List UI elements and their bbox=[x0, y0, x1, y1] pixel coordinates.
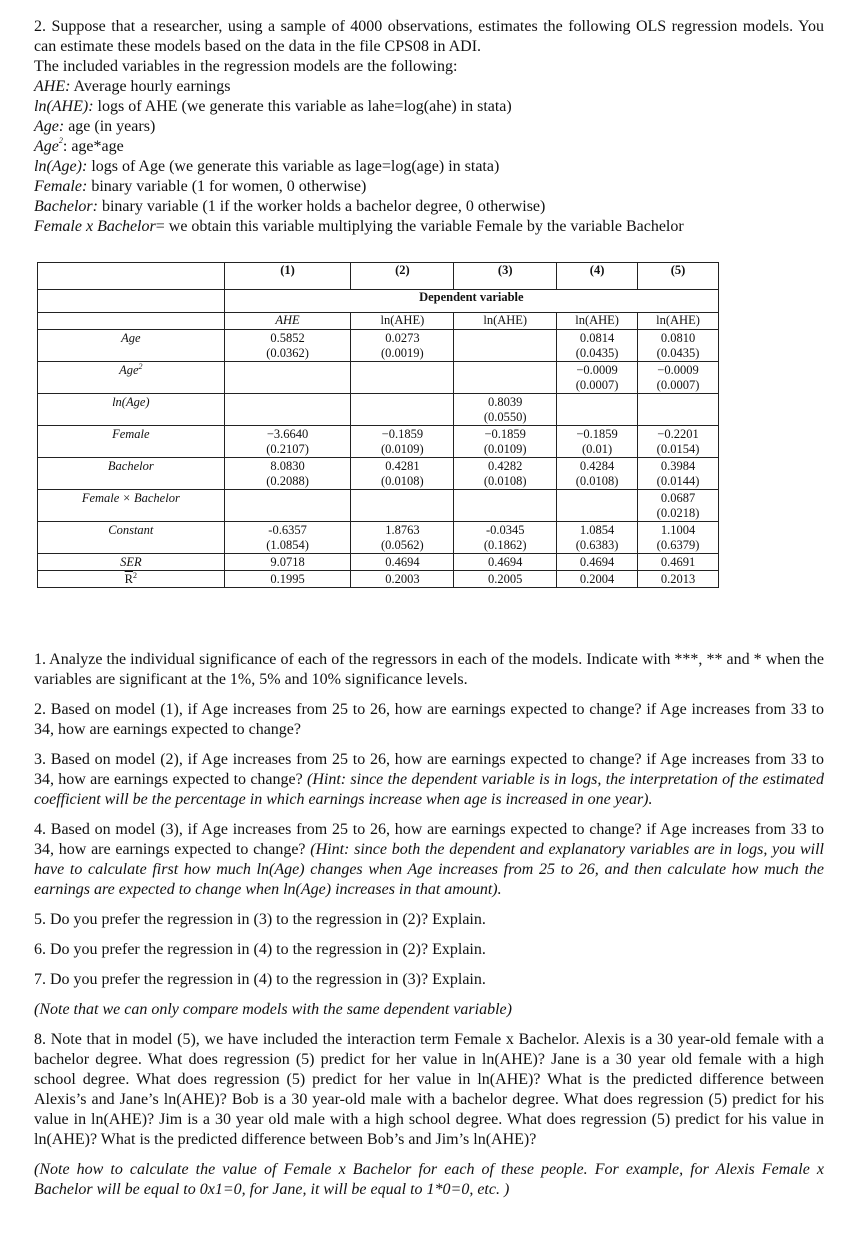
row-label: Age$^2$ bbox=[38, 362, 225, 394]
question-2: 2. Based on model (1), if Age increases from 25 to 26, how are earnings expected to change? if Age increases from 33 to 34, how are earnings expected to change? bbox=[34, 701, 824, 738]
table-cell bbox=[351, 522, 454, 554]
coefficient: 1.1004 bbox=[660, 523, 696, 537]
note-interaction: (Note how to calculate the value of Female x Bachelor for each of these people. For example, for Alexis Female x Bachelor will be equal to 0x1=0, for Jane, it will be equal to 1*0=0, etc. ) bbox=[34, 1161, 824, 1198]
col-header: (5) bbox=[638, 263, 719, 290]
coefficient: −0.1859 bbox=[381, 427, 424, 441]
rbar2-value: 0.2013 bbox=[638, 571, 719, 588]
table-cell bbox=[638, 458, 719, 490]
table-cell bbox=[638, 394, 719, 426]
table-cell bbox=[454, 394, 557, 426]
table-row-rbar2 bbox=[38, 571, 719, 588]
coefficient: -0.6357 bbox=[268, 523, 307, 537]
standard-error: (1.0854) bbox=[266, 538, 309, 552]
coefficient: -0.0345 bbox=[485, 523, 525, 537]
table-cell bbox=[557, 490, 638, 522]
standard-error: (0.0108) bbox=[483, 474, 527, 488]
table-cell bbox=[638, 426, 719, 458]
table-cell bbox=[224, 394, 351, 426]
standard-error: (0.0362) bbox=[266, 346, 309, 360]
dep-var-cell: ln(AHE) bbox=[351, 313, 454, 330]
standard-error: (0.0019) bbox=[381, 346, 424, 360]
rbar2-value: 0.1995 bbox=[224, 571, 351, 588]
table-row bbox=[38, 522, 719, 554]
question-4-hint: (Hint: since both the dependent and explanatory variables are in logs, you will have to calculate first how much ln(Age) changes when Age increases from 25 to 26, and then calculate how much the earnings are expected to change when ln(Age) increases in that amount). bbox=[34, 841, 824, 898]
table-cell bbox=[638, 362, 719, 394]
question-3: 3. Based on model (2), if Age increases from 25 to 26, how are earnings expected to change? if Age increases from 33 to 34, how are earnings expected to change? (Hint: since the dependent variable is in logs, the interpretation of the estimated coefficient will be the percentage in which earnings increase when age is increased in one year). bbox=[34, 751, 825, 808]
table-cell bbox=[224, 362, 351, 394]
standard-error: (0.2107) bbox=[266, 442, 309, 456]
standard-error: (0.6383) bbox=[575, 538, 619, 552]
standard-error: (0.0435) bbox=[656, 346, 700, 360]
table-row bbox=[38, 394, 719, 426]
table-cell bbox=[224, 426, 351, 458]
var-bachelor: Bachelor: binary variable (1 if the worker holds a bachelor degree, 0 otherwise) bbox=[34, 198, 546, 215]
table-cell bbox=[557, 330, 638, 362]
table-header-row bbox=[38, 263, 719, 290]
intro-line-1: 2. Suppose that a researcher, using a sample of 4000 observations, estimates the following OLS regression models. You can estimate these models based on the data in the file CPS08 in ADI. bbox=[34, 18, 824, 55]
standard-error: (0.6379) bbox=[656, 538, 700, 552]
table-cell bbox=[557, 426, 638, 458]
table-cell bbox=[351, 362, 454, 394]
row-label: Female bbox=[38, 426, 225, 458]
ser-value: 9.0718 bbox=[224, 554, 351, 571]
question-7: 7. Do you prefer the regression in (4) to the regression in (3)? Explain. bbox=[34, 971, 486, 988]
coefficient: 0.0810 bbox=[660, 331, 696, 345]
table-row bbox=[38, 490, 719, 522]
coefficient: 0.4282 bbox=[488, 459, 523, 473]
coefficient: 1.0854 bbox=[579, 523, 615, 537]
var-interaction: Female x Bachelor= we obtain this variable multiplying the variable Female by the variable Bachelor bbox=[34, 218, 684, 235]
table-cell bbox=[454, 458, 557, 490]
var-ahe: AHE: Average hourly earnings bbox=[34, 78, 231, 95]
coefficient: 0.4284 bbox=[579, 459, 615, 473]
coefficient: −3.6640 bbox=[266, 427, 309, 441]
row-label: Bachelor bbox=[38, 458, 225, 490]
intro-line-2: The included variables in the regression models are the following: bbox=[34, 58, 458, 75]
table-row-ser bbox=[38, 554, 719, 571]
dependent-variable-label: Dependent variable bbox=[224, 290, 718, 313]
dependent-var-names-row bbox=[38, 313, 719, 330]
standard-error: (0.2088) bbox=[266, 474, 309, 488]
table-cell bbox=[557, 458, 638, 490]
table-cell bbox=[454, 426, 557, 458]
col-header: (1) bbox=[224, 263, 351, 290]
table-cell bbox=[454, 490, 557, 522]
coefficient: 0.4281 bbox=[385, 459, 420, 473]
coefficient: 1.8763 bbox=[385, 523, 420, 537]
coefficient: −0.2201 bbox=[657, 427, 699, 441]
standard-error: (0.0108) bbox=[575, 474, 619, 488]
table-cell bbox=[557, 362, 638, 394]
coefficient: −0.1859 bbox=[484, 427, 526, 441]
row-label: Female × Bachelor bbox=[38, 490, 225, 522]
table-cell bbox=[224, 522, 351, 554]
coefficient: 0.0687 bbox=[660, 491, 696, 505]
table-cell bbox=[224, 490, 351, 522]
regression-table bbox=[37, 262, 719, 588]
ser-value: 0.4694 bbox=[351, 554, 454, 571]
question-6: 6. Do you prefer the regression in (4) to the regression in (2)? Explain. bbox=[34, 941, 486, 958]
standard-error: (0.0435) bbox=[575, 346, 619, 360]
standard-error: (0.1862) bbox=[483, 538, 527, 552]
standard-error: (0.0007) bbox=[656, 378, 700, 392]
standard-error: (0.0109) bbox=[483, 442, 527, 456]
table-cell bbox=[454, 362, 557, 394]
table-cell bbox=[224, 458, 351, 490]
coefficient: 0.5852 bbox=[270, 331, 305, 345]
question-5: 5. Do you prefer the regression in (3) to the regression in (2)? Explain. bbox=[34, 911, 486, 928]
table-cell bbox=[351, 490, 454, 522]
coefficient: 0.0814 bbox=[579, 331, 615, 345]
table-cell bbox=[454, 522, 557, 554]
coefficient: −0.0009 bbox=[576, 363, 618, 377]
col-header: (4) bbox=[557, 263, 638, 290]
table-cell bbox=[224, 330, 351, 362]
var-age: Age: age (in years) bbox=[34, 118, 156, 135]
dep-var-cell: AHE bbox=[224, 313, 351, 330]
var-ln-age: ln(Age): logs of Age (we generate this variable as lage=log(age) in stata) bbox=[34, 158, 500, 175]
ser-value: 0.4694 bbox=[454, 554, 557, 571]
standard-error: (0.0562) bbox=[381, 538, 424, 552]
standard-error: (0.0550) bbox=[483, 410, 527, 424]
coefficient: −0.1859 bbox=[576, 427, 618, 441]
var-ln-ahe: ln(AHE): logs of AHE (we generate this variable as lahe=log(ahe) in stata) bbox=[34, 98, 512, 115]
col-header: (2) bbox=[351, 263, 454, 290]
dep-var-cell: ln(AHE) bbox=[557, 313, 638, 330]
table-cell bbox=[351, 330, 454, 362]
rbar2-value: 0.2004 bbox=[557, 571, 638, 588]
coefficient: 0.0273 bbox=[385, 331, 420, 345]
row-label: $\overline{R}^2$ bbox=[38, 571, 225, 588]
coefficient: 0.3984 bbox=[660, 459, 696, 473]
coefficient: 8.0830 bbox=[270, 459, 305, 473]
table-cell bbox=[351, 426, 454, 458]
table-cell bbox=[638, 330, 719, 362]
var-female: Female: binary variable (1 for women, 0 otherwise) bbox=[34, 178, 367, 195]
problem-intro bbox=[34, 17, 824, 237]
table-row bbox=[38, 362, 719, 394]
coefficient: −0.0009 bbox=[657, 363, 699, 377]
dep-var-cell: ln(AHE) bbox=[454, 313, 557, 330]
table-row bbox=[38, 458, 719, 490]
standard-error: (0.01) bbox=[581, 442, 613, 456]
col-header: (3) bbox=[454, 263, 557, 290]
note-compare-models: (Note that we can only compare models with the same dependent variable) bbox=[34, 1001, 512, 1018]
standard-error: (0.0218) bbox=[656, 506, 700, 520]
question-1: 1. Analyze the individual significance of each of the regressors in each of the models. Indicate with ***, ** and * when the variables are significant at the 1%, 5% and 10% significance levels. bbox=[34, 651, 824, 688]
ser-value: 0.4694 bbox=[557, 554, 638, 571]
row-label: ln(Age) bbox=[38, 394, 225, 426]
table-cell bbox=[638, 522, 719, 554]
coefficient: 0.8039 bbox=[488, 395, 523, 409]
standard-error: (0.0108) bbox=[381, 474, 424, 488]
row-label: SER bbox=[38, 554, 225, 571]
table-cell bbox=[351, 458, 454, 490]
row-label: Constant bbox=[38, 522, 225, 554]
standard-error: (0.0144) bbox=[656, 474, 700, 488]
table-cell bbox=[351, 394, 454, 426]
row-label: Age bbox=[38, 330, 225, 362]
table-row bbox=[38, 426, 719, 458]
standard-error: (0.0154) bbox=[656, 442, 700, 456]
table-row bbox=[38, 330, 719, 362]
question-4: 4. Based on model (3), if Age increases from 25 to 26, how are earnings expected to change? if Age increases from 33 to 34, how are earnings expected to change? (Hint: since both the dependent and explanatory variables are in logs, you will have to calculate first how much ln(Age) changes when Age increases from 25 to 26, and then calculate how much the earnings are expected to change when ln(Age) increases in that amount). bbox=[34, 821, 824, 898]
table-cell bbox=[557, 522, 638, 554]
table-cell bbox=[454, 330, 557, 362]
ser-value: 0.4691 bbox=[638, 554, 719, 571]
dependent-variable-row bbox=[38, 290, 719, 313]
question-8: 8. Note that in model (5), we have included the interaction term Female x Bachelor. Alexis is a 30 year-old female with a bachelor degree. What does regression (5) predict for her value in ln(AHE)? Jane is a 30 year old female with a high school degree. What does regression (5) predict for her value in ln(AHE)? What is the predicted difference between Alexis’s and Jane’s ln(AHE)? Bob is a 30 year-old male with a bachelor degree. What does regression (5) predict for his value in ln(AHE)? Jim is a 30 year old male with a high school degree. What does regression (5) predict for his value in ln(AHE)? What is the predicted difference between Bob’s and Jim’s ln(AHE)? bbox=[34, 1031, 824, 1148]
table-cell bbox=[557, 394, 638, 426]
dep-var-cell: ln(AHE) bbox=[638, 313, 719, 330]
var-age-squared: Age$^2$: age*age bbox=[34, 136, 124, 155]
standard-error: (0.0109) bbox=[381, 442, 424, 456]
rbar2-value: 0.2003 bbox=[351, 571, 454, 588]
rbar2-value: 0.2005 bbox=[454, 571, 557, 588]
standard-error: (0.0007) bbox=[575, 378, 619, 392]
question-3-hint: (Hint: since the dependent variable is in logs, the interpretation of the estimated coefficient will be the percentage in which earnings increase when age is increased in one year). bbox=[34, 771, 825, 808]
questions-list bbox=[34, 650, 824, 1210]
table-cell bbox=[638, 490, 719, 522]
